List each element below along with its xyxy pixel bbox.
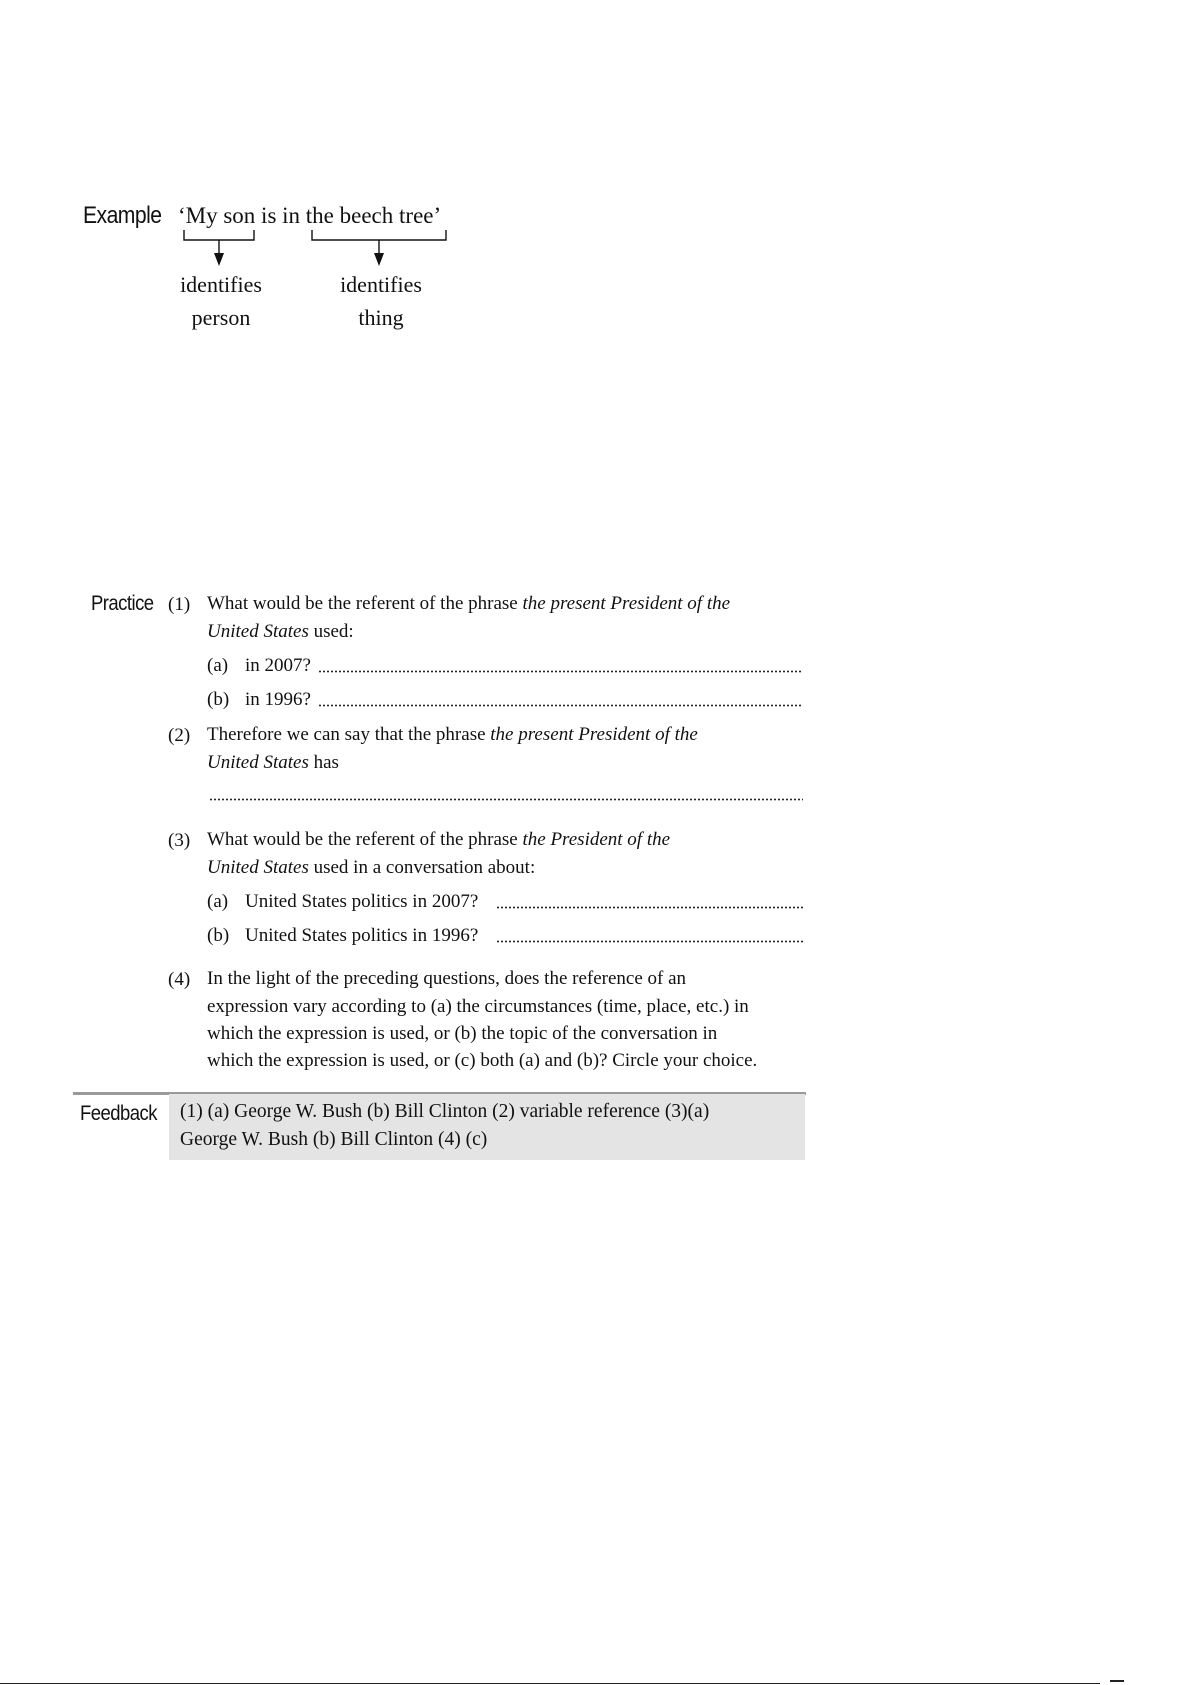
q3-line2: United States used in a conversation about: [207, 857, 536, 878]
q1a-answer-line[interactable] [318, 670, 803, 673]
example-brackets [0, 0, 600, 340]
annotation-thing-line2: thing [358, 305, 404, 330]
q2-answer-line[interactable] [209, 798, 803, 801]
q1b-text: in 1996? [245, 689, 311, 710]
q1b-answer-line[interactable] [318, 704, 803, 707]
q1-line2: United States used: [207, 621, 354, 642]
q4-line2: expression vary according to (a) the circumstances (time, place, etc.) in [207, 996, 749, 1017]
page-bottom-rule [0, 1683, 1100, 1684]
annotation-person-line2: person [191, 305, 251, 330]
q3b-answer-line[interactable] [496, 940, 803, 943]
arrow-thing-head [374, 253, 384, 266]
q3b-text: United States politics in 1996? [245, 925, 479, 946]
q4-number: (4) [168, 969, 191, 990]
feedback-line2: George W. Bush (b) Bill Clinton (4) (c) [180, 1129, 488, 1150]
q1b-label: (b) [207, 689, 230, 710]
arrow-person-head [214, 253, 224, 266]
page-corner-mark [1110, 1680, 1124, 1682]
q2-line1: Therefore we can say that the phrase the present President of the [207, 724, 698, 745]
q1-number: (1) [168, 594, 191, 615]
practice-label: Practice [91, 592, 154, 615]
q4-line1: In the light of the preceding questions, does the reference of an [207, 968, 687, 989]
q2-line2: United States has [207, 752, 339, 773]
q2-number: (2) [168, 725, 191, 746]
q3-number: (3) [168, 830, 191, 851]
bracket-person [184, 230, 254, 240]
feedback-label: Feedback [80, 1102, 157, 1125]
q3a-text: United States politics in 2007? [245, 891, 479, 912]
q4-line4: which the expression is used, or (c) both (a) and (b)? Circle your choice. [207, 1050, 758, 1071]
q4-line3: which the expression is used, or (b) the topic of the conversation in [207, 1023, 718, 1044]
example-sentence: ‘My son is in the beech tree’ [178, 203, 442, 228]
q3a-answer-line[interactable] [496, 906, 803, 909]
q1a-label: (a) [207, 655, 229, 676]
example-label: Example [83, 202, 162, 229]
annotation-thing-line1: identifies [340, 272, 422, 297]
q1a-text: in 2007? [245, 655, 311, 676]
annotation-person-line1: identifies [180, 272, 262, 297]
bracket-thing [312, 230, 446, 240]
q3a-label: (a) [207, 891, 229, 912]
q3b-label: (b) [207, 925, 230, 946]
q3-line1: What would be the referent of the phrase the President of the [207, 829, 671, 850]
q1-line1: What would be the referent of the phrase the present President of the [207, 593, 731, 614]
feedback-line1: (1) (a) George W. Bush (b) Bill Clinton (2) variable reference (3)(a) [180, 1101, 710, 1122]
